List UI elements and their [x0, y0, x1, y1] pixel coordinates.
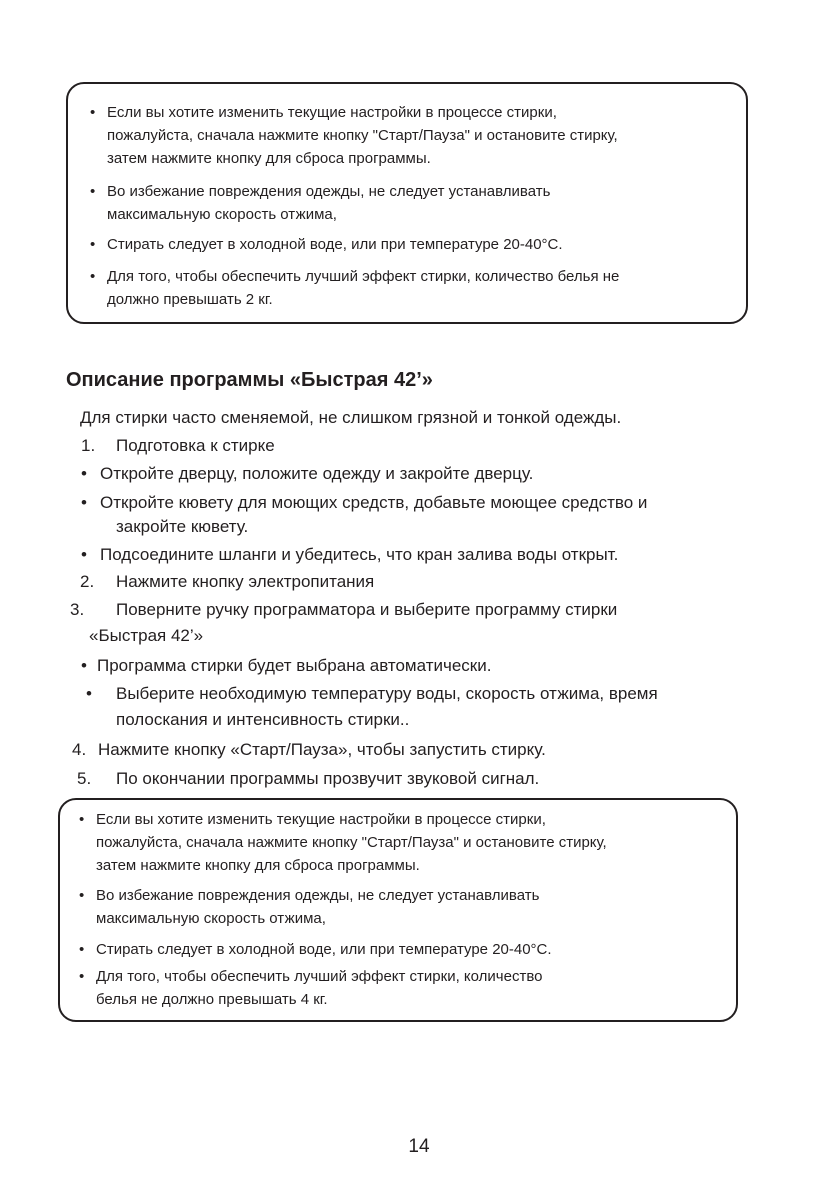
bullet-icon: • — [90, 268, 96, 285]
note-item — [79, 808, 607, 877]
note-text: Для того, чтобы обеспечить лучший эффект стирки, количество белья не должно превышать 4 кг. — [96, 968, 543, 1008]
step-number: 5. — [77, 769, 92, 788]
step-text: «Быстрая 42’» — [89, 626, 204, 645]
note-item — [79, 884, 539, 930]
step-number: 3. — [70, 600, 85, 619]
step-number: 1. — [81, 436, 96, 455]
step-text: Нажмите кнопку электропитания — [116, 572, 375, 591]
bullet-icon: • — [90, 183, 96, 200]
bullet-icon: • — [79, 941, 85, 958]
section-title: Описание программы «Быстрая 42’» — [66, 369, 433, 391]
bullet-icon: • — [81, 656, 87, 675]
bullet-icon: • — [81, 493, 87, 512]
note-item — [90, 265, 619, 311]
step-text: Поверните ручку программатора и выберите программу стирки — [116, 600, 618, 619]
bullet-icon: • — [81, 545, 87, 564]
step-number: 4. — [72, 740, 87, 759]
bullet-icon: • — [86, 684, 92, 703]
step-text: Откройте кювету для моющих средств, добавьте моющее средство и — [100, 493, 648, 512]
note-text: Если вы хотите изменить текущие настройки в процессе стирки, пожалуйста, сначала нажмите кнопку "Старт/Пауза" и остановите стирку, затем нажмите кнопку для сброса программы. — [107, 104, 618, 167]
note-text: Для того, чтобы обеспечить лучший эффект стирки, количество белья не должно превышать 2 кг. — [107, 268, 620, 308]
step-text: Выберите необходимую температуру воды, скорость отжима, время — [116, 684, 658, 703]
step-text: Откройте дверцу, положите одежду и закройте дверцу. — [100, 464, 534, 483]
note-item — [90, 101, 618, 170]
note-item — [90, 180, 550, 226]
step-text: Нажмите кнопку «Старт/Пауза», чтобы запустить стирку. — [98, 740, 546, 759]
intro-text: Для стирки часто сменяемой, не слишком грязной и тонкой одежды. — [80, 408, 622, 427]
step-text: полоскания и интенсивность стирки.. — [116, 710, 410, 729]
bullet-icon: • — [79, 968, 85, 985]
bullet-icon: • — [79, 887, 85, 904]
step-text: закройте кювету. — [116, 517, 249, 536]
step-text: Подготовка к стирке — [116, 436, 275, 455]
note-text: Во избежание повреждения одежды, не следует устанавливать максимальную скорость отжима, — [107, 183, 551, 223]
note-text: Если вы хотите изменить текущие настройки в процессе стирки, пожалуйста, сначала нажмите кнопку "Старт/Пауза" и остановите стирку, затем нажмите кнопку для сброса программы. — [96, 811, 607, 874]
bullet-icon: • — [79, 811, 85, 828]
note-item — [79, 938, 552, 961]
bullet-icon: • — [90, 104, 96, 121]
page-number: 14 — [408, 1136, 430, 1157]
bullet-icon: • — [81, 464, 87, 483]
note-text: Во избежание повреждения одежды, не следует устанавливать максимальную скорость отжима, — [96, 887, 540, 927]
note-text: Стирать следует в холодной воде, или при температуре 20-40°C. — [107, 236, 563, 253]
step-text: Подсоедините шланги и убедитесь, что кран залива воды открыт. — [100, 545, 619, 564]
bullet-icon: • — [90, 236, 96, 253]
note-text: Стирать следует в холодной воде, или при температуре 20-40°C. — [96, 941, 552, 958]
step-number: 2. — [80, 572, 95, 591]
step-text: Программа стирки будет выбрана автоматически. — [97, 656, 492, 675]
step-text: По окончании программы прозвучит звуковой сигнал. — [116, 769, 540, 788]
note-item — [90, 233, 563, 256]
note-item — [79, 965, 542, 1011]
